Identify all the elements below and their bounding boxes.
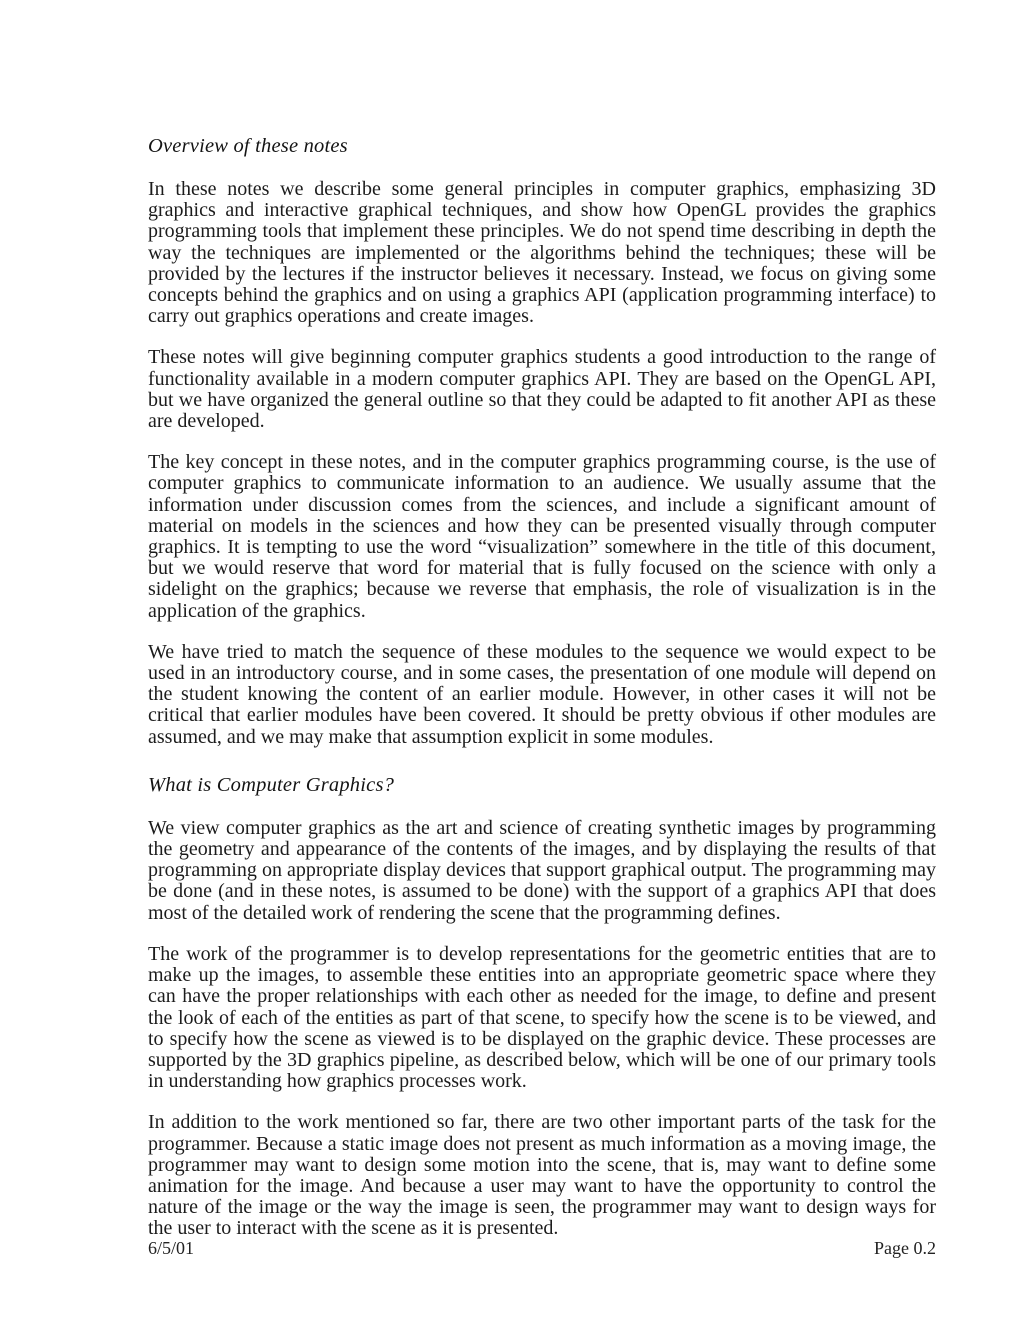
section-heading-what-is-computer-graphics: What is Computer Graphics? — [148, 773, 395, 796]
paragraph: These notes will give beginning computer graphics students a good introduction to the range of functionality available in a modern computer graphics API. They are based on the OpenGL API, but we have organized the general outline so that they could be adapted to fit another API as these are developed. — [148, 346, 936, 433]
paragraph: The key concept in these notes, and in the computer graphics programming course, is the use of computer graphics to communicate information to an audience. We usually assume that the information under discussion comes from the sciences, and include a significant amount of material on models in the sciences and how they can be presented visually through computer graphics. It is tempting to use the word “visualization” somewhere in the title of this document, but we would reserve that word for material that is fully focused on the science with only a sidelight on the graphics; because we reverse that emphasis, the role of visualization is in the application of the graphics. — [148, 451, 936, 622]
section-heading-overview: Overview of these notes — [148, 135, 348, 157]
paragraph: We have tried to match the sequence of these modules to the sequence we would expect to be used in an introductory course, and in some cases, the presentation of one module will depend on the student knowing the content of an earlier module. However, in other cases it will not be critical that earlier modules have been covered. It should be pretty obvious if other modules are assumed, and we may make that assumption explicit in some modules. — [148, 640, 936, 748]
footer-page-number: Page 0.2 — [874, 1238, 936, 1258]
paragraph: The work of the programmer is to develop representations for the geometric entities that are to make up the images, to assemble these entities into an appropriate geometric space where they can have the proper relationships with each other as needed for the image, to define and present the look of each of the entities as part of that scene, to specify how the scene is to be viewed, and to specify how the scene as viewed is to be displayed on the graphic device. These processes are supported by the 3D graphics pipeline, as described below, which will be one of our primary tools in understanding how graphics processes work. — [148, 942, 936, 1093]
paragraph: We view computer graphics as the art and science of creating synthetic images by programming the geometry and appearance of the contents of the images, and by displaying the results of that programming on appropriate display devices that support graphical output. The programming may be done (and in these notes, is assumed to be done) with the support of a graphics API that does most of the detailed work of rendering the scene that the programming defines. — [148, 816, 936, 924]
page-content — [148, 136, 936, 1240]
paragraph: In these notes we describe some general principles in computer graphics, emphasizing 3D graphics and interactive graphical techniques, and show how OpenGL provides the graphics programming tools that implement these principles. We do not spend time describing in depth the way the techniques are implemented or the algorithms behind the techniques; these will be provided by the lectures if the instructor believes it necessary. Instead, we focus on giving some concepts behind the graphics and on using a graphics API (application programming interface) to carry out graphics operations and create images. — [148, 178, 936, 328]
paragraph: In addition to the work mentioned so far, there are two other important parts of the task for the programmer. Because a static image does not present as much information as a moving image, the programmer may want to design some motion into the scene, that is, may want to define some animation for the image. And because a user may want to have the opportunity to control the nature of the image or the way the image is seen, the programmer may want to design ways for the user to interact with the scene as it is presented. — [148, 1111, 936, 1240]
footer-date: 6/5/01 — [148, 1238, 195, 1258]
page-footer — [148, 1238, 936, 1259]
